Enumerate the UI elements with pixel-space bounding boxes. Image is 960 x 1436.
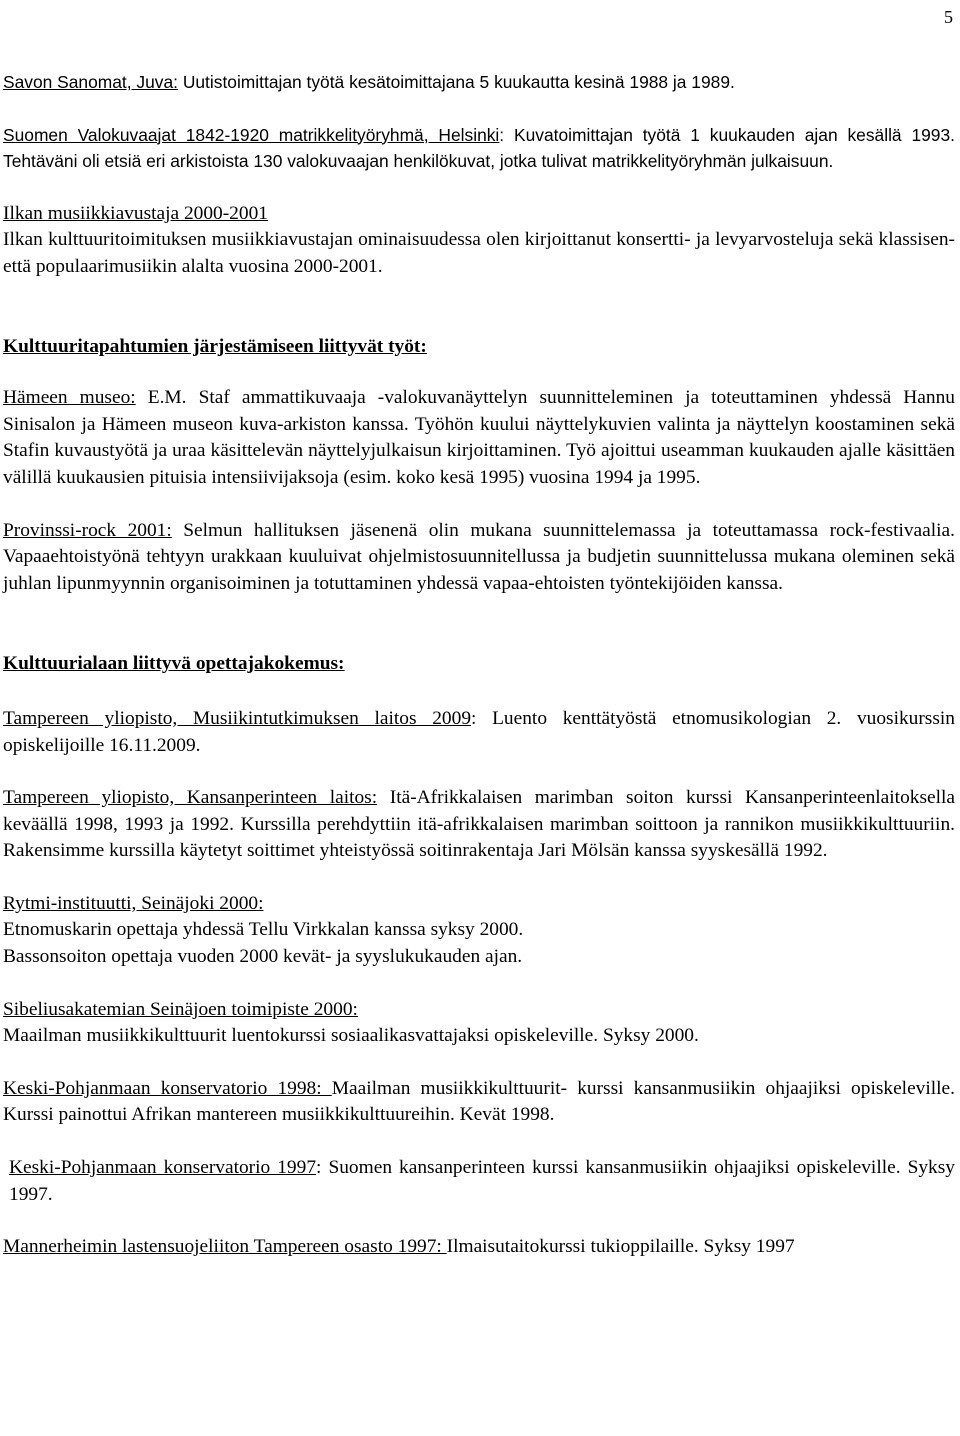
entry-sibeliusakatemia-title: [3, 997, 955, 1024]
entry-title: Ilkan musiikkiavustaja 2000-2001: [3, 202, 268, 224]
section-heading-culture-events: Kulttuuritapahtumien järjestämiseen liittyvät työt:: [3, 335, 427, 357]
entry-title: Tampereen yliopisto, Musiikintutkimuksen laitos 2009: [3, 707, 472, 729]
entry-provinssi-rock: [3, 518, 955, 598]
entry-rytmi-instituutti-line-1: Etnomuskarin opettaja yhdessä Tellu Virkkalan kanssa syksy 2000.: [3, 919, 524, 941]
entry-ilkan-text: Ilkan kulttuuritoimituksen musiikkiavustajan ominaisuudessa olen kirjoittanut konsertti- ja levyarvosteluja sekä klassisen- että populaarimusiikin alalta vuosina 2000-2001.: [3, 229, 955, 277]
entry-tampere-musiikintutkimus: [3, 706, 955, 759]
entry-title: Sibeliusakatemian Seinäjoen toimipiste 2000:: [3, 998, 358, 1020]
entry-title: Mannerheimin lastensuojeliiton Tampereen osasto 1997:: [3, 1236, 447, 1258]
page-number: 5: [944, 7, 953, 27]
entry-text: : Kuvatoimittajan työtä 1 kuukauden ajan kesällä 1993. Tehtäväni oli etsiä eri arkistoista 130 valokuvaajan henkilökuvat, jotka tulivat matrikkelityöryhmän julkaisuun.: [3, 124, 955, 172]
entry-keski-pohjanmaa-1998: [3, 1076, 955, 1129]
entry-text: Selmun hallituksen jäsenenä olin mukana suunnittelemassa ja toteuttamassa rock-festivaalia. Vapaaehtoistyönä tehtyyn urakkaan kuuluivat ohjelmistosuunnitellussa ja budjetin suunnittelussa mukana oleminen sekä juhlan lipunmyynnin organisoiminen ja totuttaminen yhdessä vapaa-ehtoisten työntekijöiden kanssa.: [3, 519, 956, 594]
entry-keski-pohjanmaa-1997: [3, 1155, 955, 1208]
document-body: [3, 69, 955, 1261]
entry-title: Provinssi-rock 2001:: [3, 519, 172, 541]
entry-text: : Suomen kansanperinteen kurssi kansanmusiikin ohjaajiksi opiskeleville. Syksy 1997.: [9, 1157, 955, 1205]
entry-title: Keski-Pohjanmaan konservatorio 1998:: [3, 1077, 332, 1099]
entry-title: Hämeen museo:: [3, 387, 136, 409]
entry-mannerheim-1997: [3, 1234, 955, 1261]
entry-rytmi-instituutti-line-2: Bassonsoiton opettaja vuoden 2000 kevät- ja syyslukukauden ajan.: [3, 946, 523, 968]
entry-title: Tampereen yliopisto, Kansanperinteen laitos:: [3, 787, 378, 809]
entry-text: Ilmaisutaitokurssi tukioppilaille. Syksy 1997: [446, 1236, 795, 1258]
entry-ilkan-title: [3, 201, 955, 228]
entry-suomen-valokuvaajat: [3, 122, 955, 175]
entry-sibeliusakatemia-line-1: Maailman musiikkikulttuurit luentokurssi sosiaalikasvattajaksi opiskeleville. Syksy 2000.: [3, 1025, 699, 1047]
entry-title: Keski-Pohjanmaan konservatorio 1997: [9, 1157, 317, 1179]
entry-hameen-museo: [3, 385, 955, 491]
entry-text: E.M. Staf ammattikuvaaja -valokuvanäyttelyn suunnitteleminen ja toteuttaminen yhdessä Hannu Sinisalon ja Hämeen museon kuva-arkiston kanssa. Työhön kuului näyttelykuvien valinta ja näyttelyn koostaminen sekä Stafin kuvaustyötä ja uraa käsittelevän näyttelyjulkaisun kirjoittaminen. Työ ajoittui useamman kuukauden ajalle käsittäen välillä kuukausien pituisia intensiivijaksoja (esim. koko kesä 1995) vuosina 1994 ja 1995.: [3, 387, 955, 488]
entry-text: : Luento kenttätyöstä etnomusikologian 2. vuosikurssin opiskelijoille 16.11.2009.: [3, 707, 955, 756]
entry-title: Savon Sanomat, Juva:: [3, 72, 178, 92]
entry-text: Itä-Afrikkalaisen marimban soiton kurssi Kansanperinteenlaitoksella keväällä 1998, 1993 ja 1992. Kurssilla perehdyttiin itä-afrikkalaisen marimban soittoon ja rannikon musiikkikulttuuriin. Rakensimme kurssilla käytetyt soittimet yhteistyössä soitinrakentaja Jari Mölsän kanssa syyskesällä 1992.: [3, 787, 955, 862]
entry-title: Rytmi-instituutti, Seinäjoki 2000:: [3, 892, 264, 914]
entry-text: Maailman musiikkikulttuurit- kurssi kansanmusiikin ohjaajiksi opiskeleville. Kurssi painottui Afrikan mantereen musiikkikulttuureihin. Kevät 1998.: [3, 1077, 955, 1126]
entry-text: Uutistoimittajan työtä kesätoimittajana 5 kuukautta kesinä 1988 ja 1989.: [177, 72, 735, 92]
entry-tampere-kansanperinne: [3, 785, 955, 865]
entry-title: Suomen Valokuvaajat 1842-1920 matrikkelityöryhmä, Helsinki: [3, 124, 500, 145]
section-heading-teaching: Kulttuurialaan liittyvä opettajakokemus:: [3, 653, 345, 675]
entry-savon-sanomat: [3, 69, 955, 96]
entry-rytmi-instituutti-title: [3, 891, 955, 918]
